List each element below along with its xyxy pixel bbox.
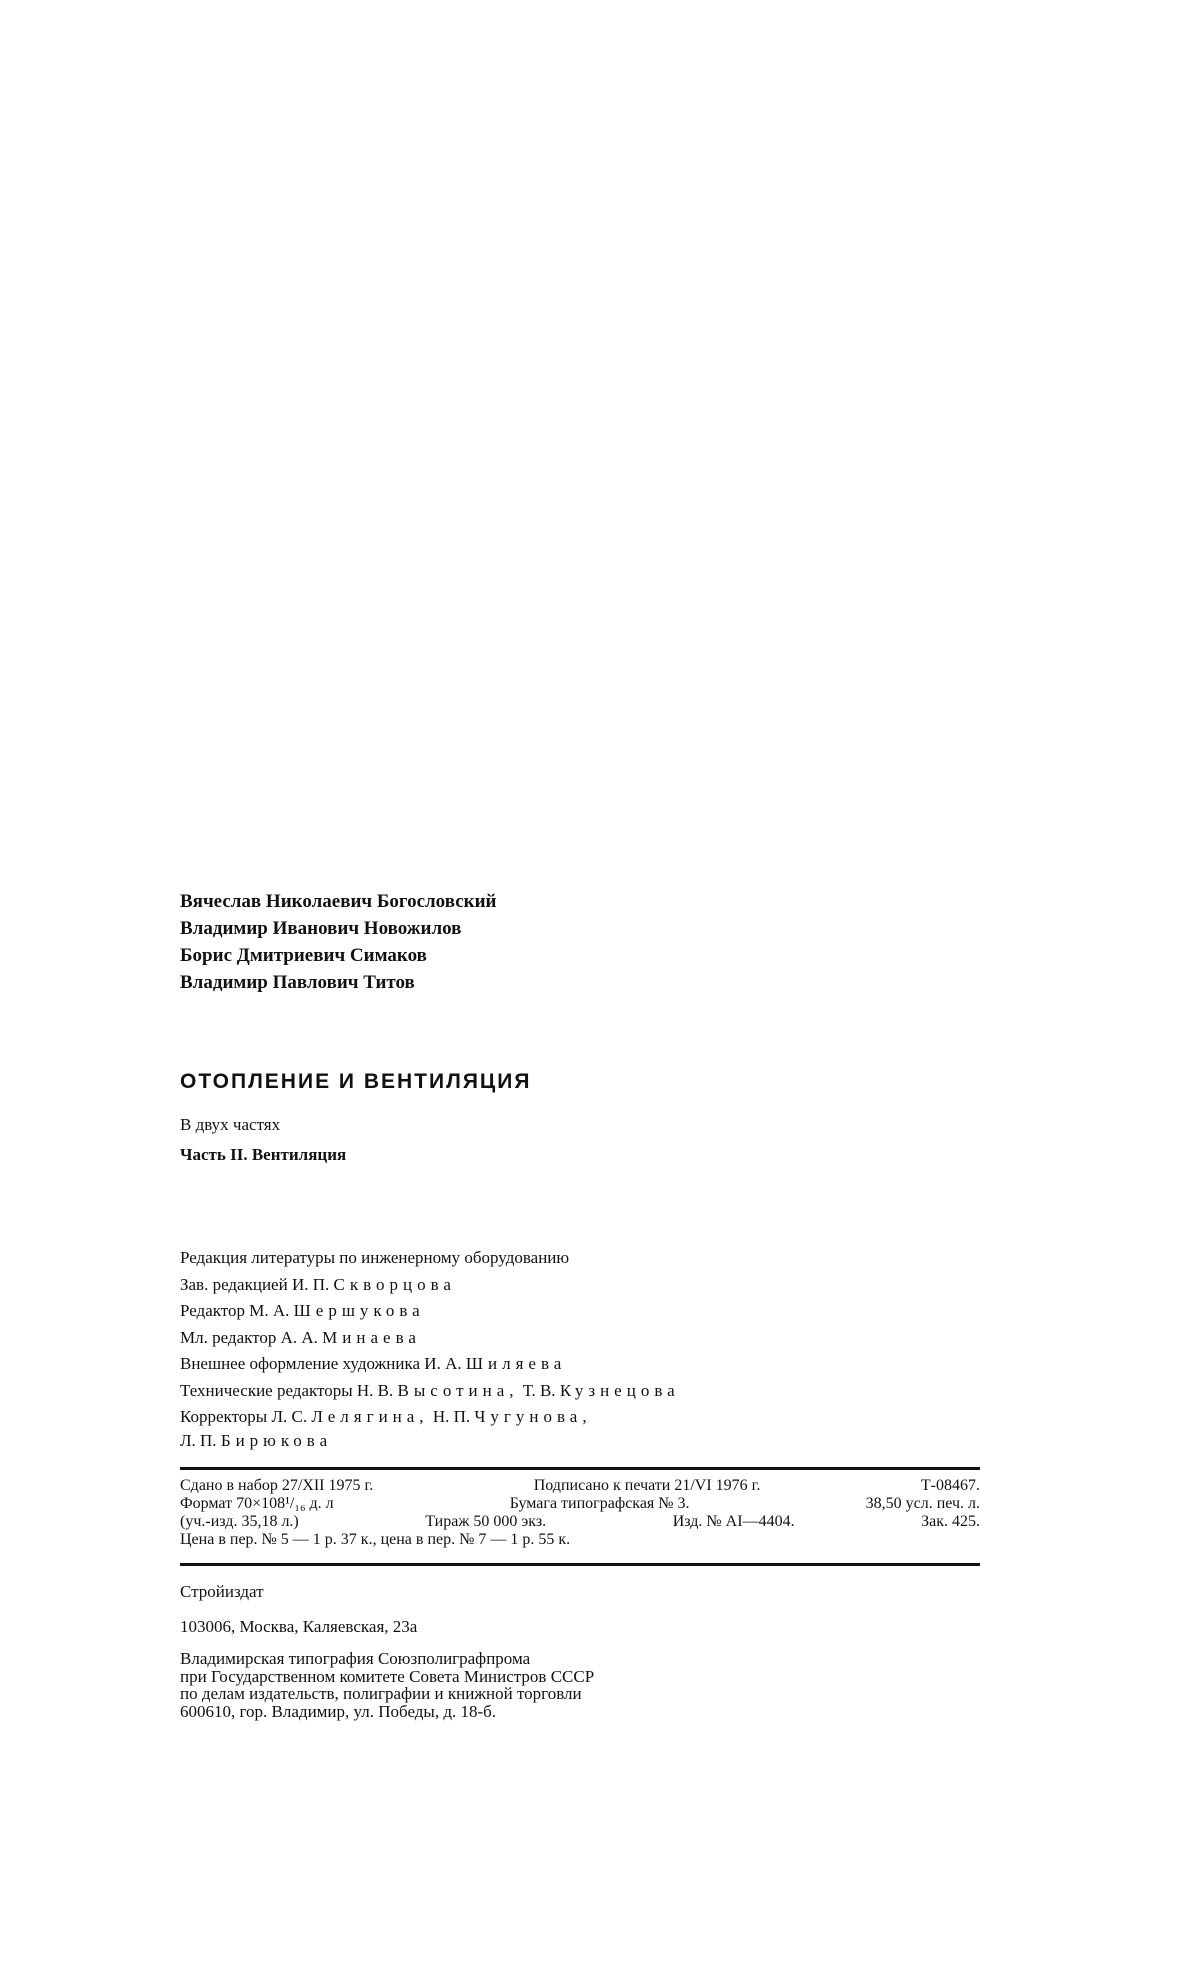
publisher-block — [180, 1580, 980, 1638]
junior-editor-label: Мл. редактор А. А. — [180, 1327, 318, 1347]
proofreader-name: Бирюкова — [220, 1430, 333, 1450]
proofreaders-line — [180, 1404, 980, 1431]
print-info-row — [180, 1513, 980, 1531]
proofreader-name: Чугунова, — [474, 1407, 592, 1426]
tech-editor-initials: Т. В. — [522, 1380, 556, 1400]
book-title: ОТОПЛЕНИЕ И ВЕНТИЛЯЦИЯ — [180, 1070, 532, 1093]
junior-editor-line — [180, 1325, 980, 1352]
printing-house-block — [180, 1650, 980, 1720]
print-info-cell: Бумага типографская № 3. — [509, 1495, 690, 1512]
print-info-row — [180, 1531, 980, 1549]
tech-editor-name: Кузнецова — [559, 1380, 680, 1400]
design-name: Шиляева — [465, 1354, 567, 1373]
tech-editors-label: Технические редакторы Н. В. — [180, 1380, 394, 1400]
authors-block — [180, 888, 980, 996]
print-info-cell: Т-08467. — [920, 1477, 980, 1494]
editor-label: Редактор М. А. — [180, 1301, 290, 1320]
print-info-cell: Изд. № AI—4404. — [672, 1513, 795, 1530]
print-info-row — [180, 1477, 980, 1495]
subtitle-block — [180, 1110, 980, 1170]
divider-bottom — [180, 1563, 980, 1566]
author-name: Владимир Павлович Титов — [180, 972, 415, 993]
editor-name: Шершукова — [293, 1301, 425, 1320]
print-info-cell: Зак. 425. — [921, 1513, 980, 1530]
proofreader-initials: Н. П. — [432, 1407, 471, 1426]
proofreaders-label: Корректоры Л. С. — [180, 1407, 308, 1426]
tech-editors-line — [180, 1378, 980, 1405]
printing-house-line: Владимирская типография Союзполиграфпрома — [180, 1649, 531, 1668]
print-info-cell: Формат 70×108¹/₁₆ д. л — [180, 1495, 334, 1512]
print-info-cell: Тираж 50 000 экз. — [425, 1513, 547, 1530]
head-editor-name: Скворцова — [333, 1274, 456, 1294]
head-editor-label: Зав. редакцией И. П. — [180, 1274, 330, 1294]
author-name: Борис Дмитриевич Симаков — [180, 945, 427, 966]
editor-line — [180, 1298, 980, 1325]
design-line — [180, 1351, 980, 1378]
print-info-cell: Сдано в набор 27/XII 1975 г. — [180, 1477, 374, 1494]
printing-house-line: по делам издательств, полиграфии и книжной торговли — [180, 1684, 582, 1703]
author-name: Вячеслав Николаевич Богословский — [180, 891, 497, 912]
junior-editor-name: Минаева — [322, 1327, 421, 1347]
print-info-cell: Цена в пер. № 5 — 1 р. 37 к., цена в пер. № 7 — 1 р. 55 к. — [180, 1531, 571, 1548]
proofreaders-line-2 — [180, 1431, 980, 1451]
print-info-cell: (уч.-изд. 35,18 л.) — [180, 1513, 299, 1530]
proofreader-initials: Л. П. — [180, 1430, 217, 1450]
subtitle: В двух частях — [180, 1115, 281, 1134]
author-name: Владимир Иванович Новожилов — [180, 918, 462, 939]
publisher-name: Стройиздат — [180, 1582, 264, 1601]
printing-house-line: 600610, гор. Владимир, ул. Победы, д. 18-б. — [180, 1701, 497, 1721]
print-info-cell: 38,50 усл. печ. л. — [865, 1495, 980, 1512]
print-info-block — [180, 1477, 980, 1549]
tech-editor-name: Высотина, — [397, 1380, 519, 1400]
proofreader-name: Лелягина, — [311, 1407, 429, 1426]
publisher-address: 103006, Москва, Каляевская, 23а — [180, 1617, 418, 1636]
divider-top — [180, 1467, 980, 1470]
printing-house-line: при Государственном комитете Совета Министров СССР — [180, 1666, 595, 1686]
editorial-office: Редакция литературы по инженерному оборудованию — [180, 1248, 570, 1267]
credits-block — [180, 1245, 980, 1451]
print-info-cell: Подписано к печати 21/VI 1976 г. — [533, 1477, 761, 1494]
print-info-row — [180, 1495, 980, 1513]
part-title: Часть II. Вентиляция — [180, 1145, 347, 1164]
design-label: Внешнее оформление художника И. А. — [180, 1354, 462, 1373]
head-editor-line — [180, 1272, 980, 1299]
